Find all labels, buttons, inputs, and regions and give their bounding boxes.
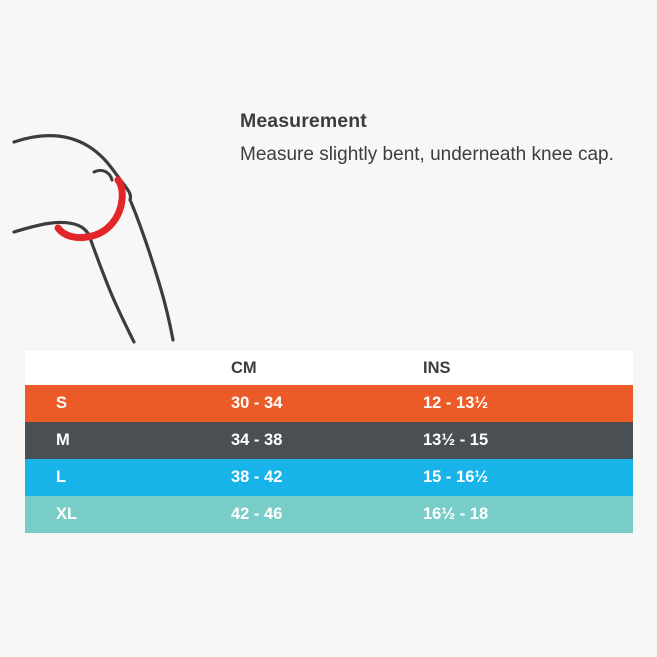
thigh-bottom-contour (14, 222, 90, 236)
table-row (25, 422, 633, 459)
cm-value-m: 34 - 38 (200, 422, 400, 459)
cm-value-xl: 42 - 46 (200, 496, 400, 533)
ins-value-xl: 16½ - 18 (400, 496, 633, 533)
measurement-band-highlight (58, 180, 122, 238)
cm-value-s: 30 - 34 (200, 385, 400, 422)
table-row (25, 385, 633, 422)
ins-value-m: 13½ - 15 (400, 422, 633, 459)
size-label-xl: XL (25, 496, 200, 533)
column-header-size (25, 351, 200, 385)
thigh-top-contour (14, 136, 131, 200)
size-label-l: L (25, 459, 200, 496)
measurement-description: Measure slightly bent, underneath knee cap. (240, 144, 614, 166)
shin-front-contour (131, 202, 173, 340)
ins-value-s: 12 - 13½ (400, 385, 633, 422)
measurement-text-block (240, 110, 630, 171)
ins-value-l: 15 - 16½ (400, 459, 633, 496)
column-header-cm: CM (200, 351, 400, 385)
size-label-s: S (25, 385, 200, 422)
table-row (25, 496, 633, 533)
leg-outline-svg (10, 120, 230, 360)
cm-value-l: 38 - 42 (200, 459, 400, 496)
size-chart-table (25, 351, 633, 533)
column-header-ins: INS (400, 351, 633, 385)
bent-leg-knee-measure-illustration (10, 120, 230, 360)
table-row (25, 459, 633, 496)
table-header-row (25, 351, 633, 385)
size-label-m: M (25, 422, 200, 459)
measurement-title: Measurement (240, 110, 367, 132)
calf-back-contour (90, 238, 134, 342)
knee-cap-curve (94, 170, 112, 180)
